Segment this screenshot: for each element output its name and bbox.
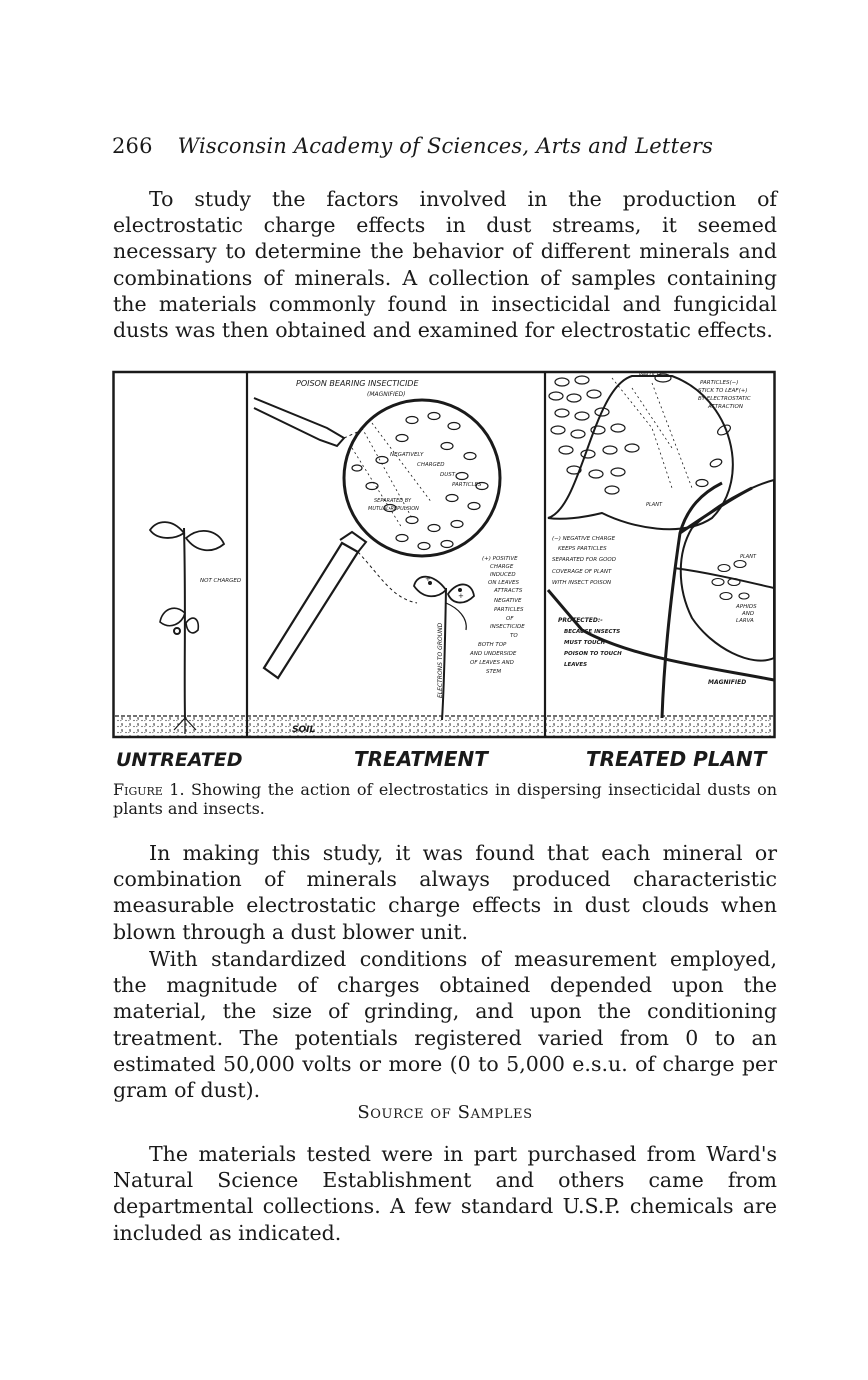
poison-bearing-label: POISON BEARING INSECTICIDE bbox=[296, 379, 419, 388]
not-charged-label: NOT CHARGED bbox=[200, 578, 242, 584]
svg-text:APHIDS: APHIDS bbox=[736, 604, 757, 610]
svg-text:POISON TO TOUCH: POISON TO TOUCH bbox=[564, 651, 622, 657]
section-heading: Source of Samples bbox=[357, 1102, 533, 1123]
svg-text:COVERAGE OF PLANT: COVERAGE OF PLANT bbox=[552, 569, 612, 575]
positive-charge-annotation bbox=[469, 556, 525, 675]
dust-particles-magnified bbox=[352, 413, 488, 550]
particles-label: PARTICLES bbox=[452, 482, 482, 488]
mutual-repulsion-label: MUTUAL REPULSION bbox=[368, 506, 419, 512]
svg-text:(−) NEGATIVE CHARGE: (−) NEGATIVE CHARGE bbox=[552, 536, 616, 542]
panel-label-treated-plant: TREATED PLANT bbox=[586, 747, 767, 771]
figure-illustration bbox=[112, 368, 778, 772]
figure-caption bbox=[113, 780, 777, 818]
svg-text:STICK TO LEAF(+): STICK TO LEAF(+) bbox=[698, 388, 748, 394]
svg-text:BOTH TOP: BOTH TOP bbox=[478, 642, 507, 648]
svg-text:MUST TOUCH: MUST TOUCH bbox=[564, 640, 606, 646]
running-header bbox=[112, 134, 772, 158]
figure-1 bbox=[112, 368, 778, 772]
svg-text:ATTRACTION: ATTRACTION bbox=[708, 404, 743, 410]
svg-text:KEEPS PARTICLES: KEEPS PARTICLES bbox=[558, 546, 607, 552]
svg-text:AND UNDERSIDE: AND UNDERSIDE bbox=[470, 651, 517, 657]
plant-upper-label: PLANT bbox=[646, 502, 663, 508]
aphids-annotation bbox=[735, 604, 757, 624]
paragraph-conditions: With standardized conditions of measurement employed, the magnitude of charges obtained depended upon the material, the size of grinding, and upon the conditioning treatment. The potentials registered varied from 0 to an estimated 50,000 volts or more (0 to 5,000 e.s.u. of charge per gram of dust). bbox=[113, 947, 777, 1103]
svg-text:SEPARATED FOR GOOD: SEPARATED FOR GOOD bbox=[552, 557, 616, 563]
svg-text:ATTRACTS: ATTRACTS bbox=[494, 588, 523, 594]
nozzle-top bbox=[254, 398, 344, 446]
paragraph-materials: The materials tested were in part purchased from Ward's Natural Science Establishment and others came from departmental collections. A few standard U.S.P. chemicals are included as indicated. bbox=[113, 1142, 777, 1245]
charged-label: CHARGED bbox=[417, 462, 445, 468]
svg-text:LEAVES: LEAVES bbox=[564, 662, 588, 668]
svg-text:INSECTICIDE: INSECTICIDE bbox=[490, 624, 525, 630]
soil-strip bbox=[115, 716, 773, 736]
magnified-label: MAGNIFIED bbox=[708, 679, 747, 686]
dust-label: DUST bbox=[440, 472, 456, 478]
treated-leaf-particles bbox=[549, 376, 639, 494]
svg-text:PARTICLES(−): PARTICLES(−) bbox=[700, 380, 739, 386]
svg-text:+: + bbox=[458, 592, 464, 600]
svg-text:+: + bbox=[425, 575, 431, 583]
plant-right-label: PLANT bbox=[740, 554, 757, 560]
svg-text:NEGATIVE: NEGATIVE bbox=[494, 598, 522, 604]
negative-charge-annotation bbox=[552, 536, 616, 586]
particles-stick-annotation bbox=[698, 380, 751, 410]
journal-title: Wisconsin Academy of Sciences, Arts and Letters bbox=[177, 134, 714, 158]
paragraph-study: In making this study, it was found that each mineral or combination of minerals always produced characteristic measurable electrostatic charge effects in dust clouds when blown through a dust blower unit. bbox=[113, 841, 777, 944]
particle-label: PARTICLE bbox=[639, 372, 663, 378]
magnified-paren-label: (MAGNIFIED) bbox=[367, 391, 406, 398]
untreated-plant bbox=[150, 522, 224, 734]
svg-text:AND: AND bbox=[742, 611, 755, 617]
svg-text:ON LEAVES: ON LEAVES bbox=[488, 580, 519, 586]
figure-caption-text: Showing the action of electrostatics in dispersing insecticidal dusts on plants and insects. bbox=[113, 780, 778, 818]
svg-text:PARTICLES: PARTICLES bbox=[494, 607, 524, 613]
svg-text:LARVA: LARVA bbox=[736, 618, 754, 624]
separated-by-label: SEPARATED BY bbox=[374, 498, 412, 504]
treatment-plant bbox=[414, 577, 474, 720]
soil-label: SOIL bbox=[292, 725, 316, 735]
panel-label-treatment: TREATMENT bbox=[354, 747, 488, 771]
svg-text:INDUCED: INDUCED bbox=[490, 572, 516, 578]
svg-text:WITH INSECT POISON: WITH INSECT POISON bbox=[552, 580, 612, 586]
paragraph-intro: To study the factors involved in the production of electrostatic charge effects in dust streams, it seemed necessary to determine the behavior of different minerals and combinations of minerals. A collection of samples containing the materials commonly found in insecticidal and fungicidal dusts was then obtained and examined for electrostatic effects. bbox=[113, 187, 777, 343]
svg-text:OF LEAVES AND: OF LEAVES AND bbox=[470, 660, 514, 666]
svg-text:STEM: STEM bbox=[486, 669, 502, 675]
svg-text:CHARGE: CHARGE bbox=[490, 564, 514, 570]
svg-text:TO: TO bbox=[510, 633, 518, 639]
panel-label-untreated: UNTREATED bbox=[116, 749, 243, 771]
svg-text:BECAUSE INSECTS: BECAUSE INSECTS bbox=[564, 629, 621, 635]
electrons-to-ground-label: ELECTRONS TO GROUND bbox=[437, 622, 444, 698]
svg-text:BY ELECTROSTATIC: BY ELECTROSTATIC bbox=[698, 396, 751, 402]
magnified-dust-circle bbox=[344, 400, 500, 556]
figure-caption-label: Figure 1. bbox=[113, 780, 185, 799]
svg-text:PROTECTED:-: PROTECTED:- bbox=[558, 617, 603, 624]
svg-text:(+) POSITIVE: (+) POSITIVE bbox=[482, 556, 518, 562]
svg-text:OF: OF bbox=[506, 616, 514, 622]
nozzle-bottom bbox=[264, 543, 358, 678]
negatively-label: NEGATIVELY bbox=[390, 452, 424, 458]
page-number: 266 bbox=[112, 134, 153, 158]
